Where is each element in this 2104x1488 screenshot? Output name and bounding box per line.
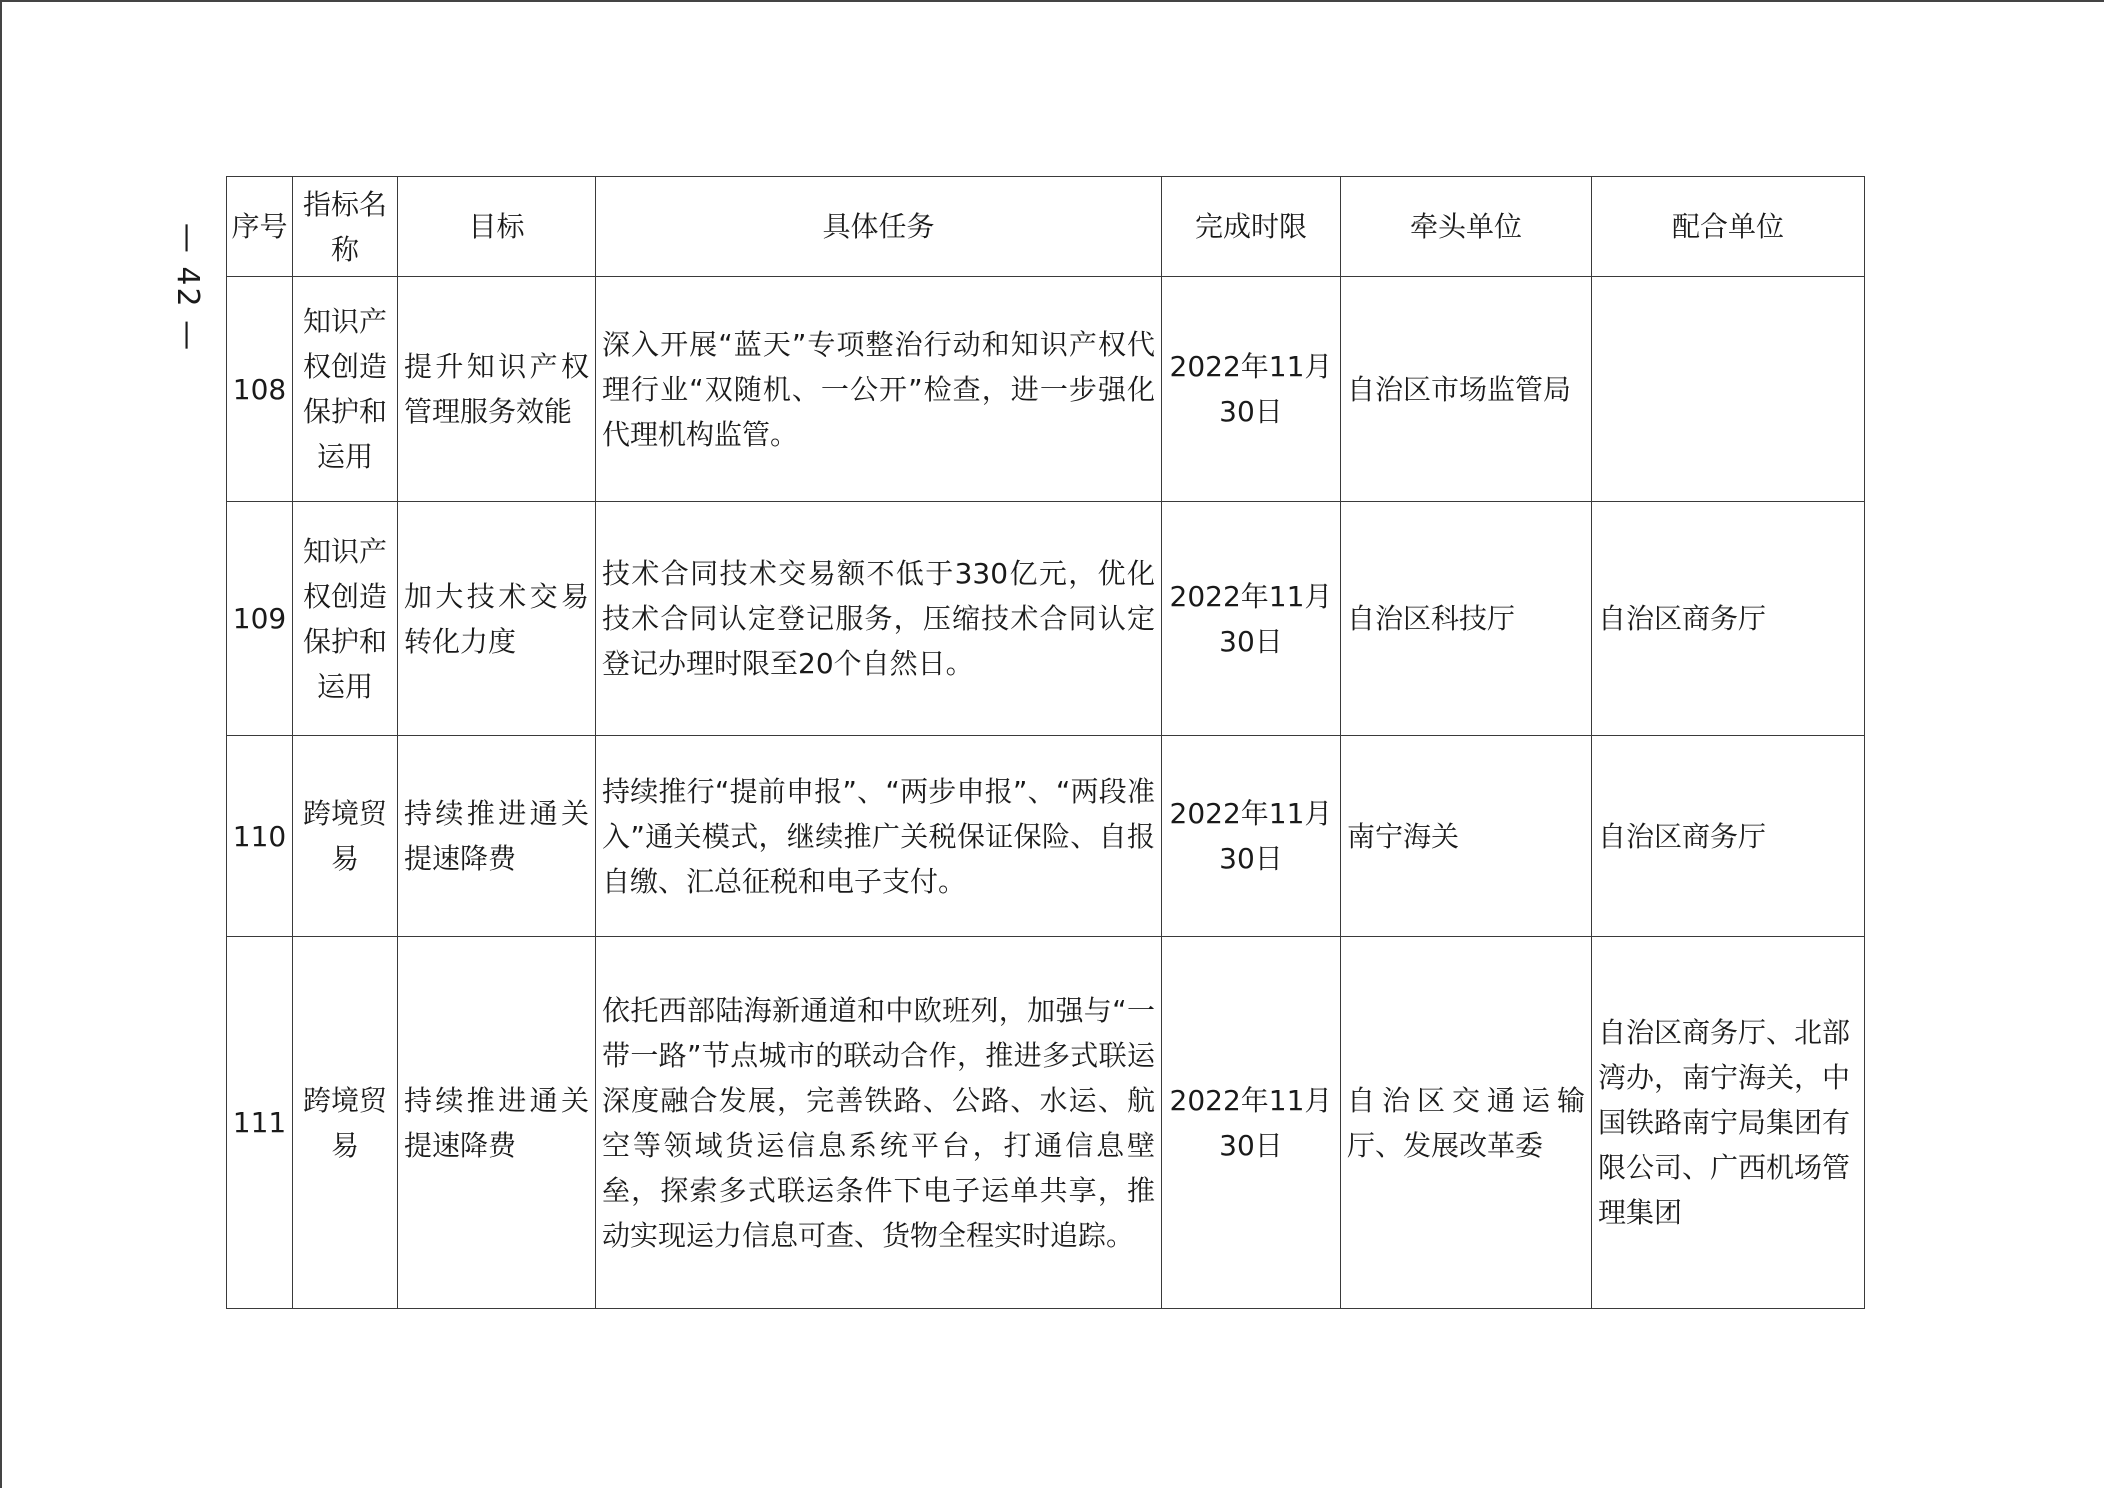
cell-task: 持续推行“提前申报”、“两步申报”、“两段准入”通关模式，继续推广关税保证保险、自报自缴、汇总征税和电子支付。 xyxy=(596,736,1162,937)
page-border-left xyxy=(0,0,2,1488)
table-row xyxy=(227,937,1865,1309)
table-row xyxy=(227,736,1865,937)
cell-task: 依托西部陆海新通道和中欧班列，加强与“一带一路”节点城市的联动合作，推进多式联运深度融合发展，完善铁路、公路、水运、航空等领域货运信息系统平台，打通信息壁垒，探索多式联运条件下电子运单共享，推动实现运力信息可查、货物全程实时追踪。 xyxy=(596,937,1162,1309)
header-row xyxy=(227,177,1865,277)
header-lead: 牵头单位 xyxy=(1341,177,1592,277)
cell-lead: 自治区交通运输厅、发展改革委 xyxy=(1341,937,1592,1309)
cell-deadline: 2022年11月30日 xyxy=(1162,937,1341,1309)
page-border-top xyxy=(0,0,2104,2)
header-indicator: 指标名称 xyxy=(293,177,398,277)
cell-task: 深入开展“蓝天”专项整治行动和知识产权代理行业“双随机、一公开”检查，进一步强化代理机构监管。 xyxy=(596,277,1162,502)
cell-goal: 加大技术交易转化力度 xyxy=(398,502,596,736)
cell-indicator: 跨境贸易 xyxy=(293,937,398,1309)
cell-goal: 提升知识产权管理服务效能 xyxy=(398,277,596,502)
cell-support xyxy=(1592,277,1865,502)
header-support: 配合单位 xyxy=(1592,177,1865,277)
cell-indicator: 跨境贸易 xyxy=(293,736,398,937)
cell-deadline: 2022年11月30日 xyxy=(1162,277,1341,502)
page-number xyxy=(158,222,218,352)
cell-task: 技术合同技术交易额不低于330亿元，优化技术合同认定登记服务，压缩技术合同认定登记办理时限至20个自然日。 xyxy=(596,502,1162,736)
cell-deadline: 2022年11月30日 xyxy=(1162,736,1341,937)
task-table xyxy=(226,176,1865,1309)
cell-seq: 108 xyxy=(227,277,293,502)
header-task: 具体任务 xyxy=(596,177,1162,277)
cell-support: 自治区商务厅 xyxy=(1592,736,1865,937)
header-deadline: 完成时限 xyxy=(1162,177,1341,277)
cell-seq: 111 xyxy=(227,937,293,1309)
cell-lead: 自治区科技厅 xyxy=(1341,502,1592,736)
header-seq: 序号 xyxy=(227,177,293,277)
page-number-label: — 42 — xyxy=(170,222,206,352)
cell-seq: 110 xyxy=(227,736,293,937)
cell-indicator: 知识产权创造保护和运用 xyxy=(293,502,398,736)
header-goal: 目标 xyxy=(398,177,596,277)
cell-lead: 自治区市场监管局 xyxy=(1341,277,1592,502)
table-row xyxy=(227,277,1865,502)
table-row xyxy=(227,502,1865,736)
cell-support: 自治区商务厅、北部湾办，南宁海关，中国铁路南宁局集团有限公司、广西机场管理集团 xyxy=(1592,937,1865,1309)
cell-seq: 109 xyxy=(227,502,293,736)
cell-indicator: 知识产权创造保护和运用 xyxy=(293,277,398,502)
cell-goal: 持续推进通关提速降费 xyxy=(398,937,596,1309)
cell-deadline: 2022年11月30日 xyxy=(1162,502,1341,736)
cell-support: 自治区商务厅 xyxy=(1592,502,1865,736)
cell-lead: 南宁海关 xyxy=(1341,736,1592,937)
cell-goal: 持续推进通关提速降费 xyxy=(398,736,596,937)
